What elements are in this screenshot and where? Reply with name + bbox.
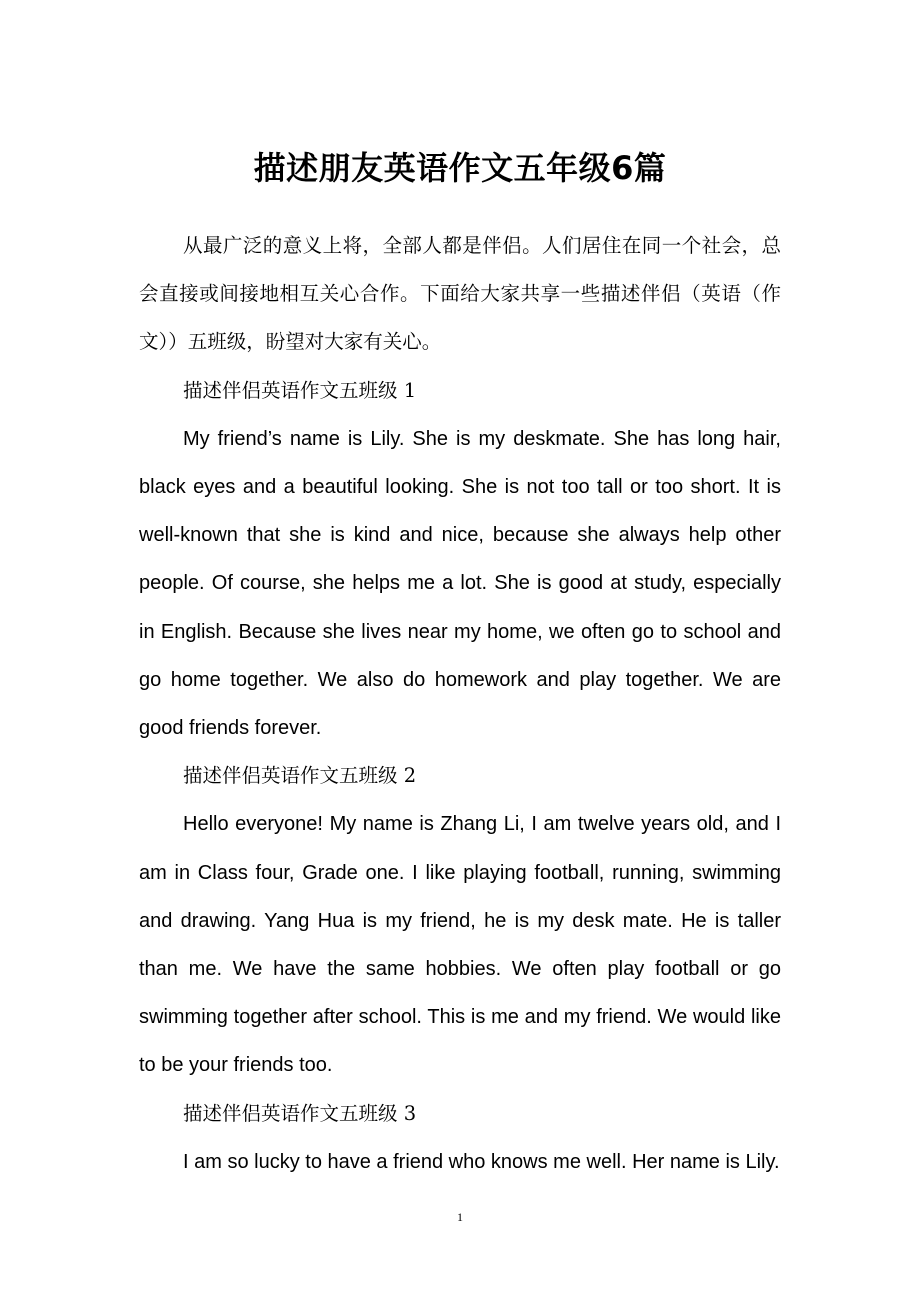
section-text-2: Hello everyone! My name is Zhang Li, I am twelve years old, and I am in Class four, Grade one. I like playing football, running, swimming and drawing. Yang Hua is my friend, he is my desk mate. He is taller than me. We have the same hobbies. We often play football or go swimming together after school. This is me and my friend. We would like to be your friends too. bbox=[139, 813, 781, 1077]
document-title: 描述朋友英语作文五年级6篇 bbox=[253, 149, 667, 187]
section-text-3: I am so lucky to have a friend who knows me well. Her name is Lily. bbox=[183, 1150, 780, 1173]
intro-paragraph: 从最广泛的意义上将，全部人都是伴侣。人们居住在同一个社会，总会直接或间接地相互关心合作。下面给大家共享一些描述伴侣（英语（作文））五班级，盼望对大家有关心。 bbox=[139, 234, 781, 354]
page-number: 1 bbox=[457, 1210, 463, 1224]
section-heading-2: 描述伴侣英语作文五班级 2 bbox=[183, 764, 417, 788]
document-body bbox=[139, 222, 781, 1186]
section-text-1: My friend’s name is Lily. She is my deskmate. She has long hair, black eyes and a beautiful looking. She is not too tall or too short. It is well-known that she is kind and nice, because she always help other people. Of course, she helps me a lot. She is good at study, especially in English. Because she lives near my home, we often go to school and go home together. We also do homework and play together. We are good friends forever. bbox=[139, 427, 781, 740]
section-heading-1: 描述伴侣英语作文五班级 1 bbox=[183, 378, 417, 402]
section-heading-3: 描述伴侣英语作文五班级 3 bbox=[183, 1101, 417, 1125]
